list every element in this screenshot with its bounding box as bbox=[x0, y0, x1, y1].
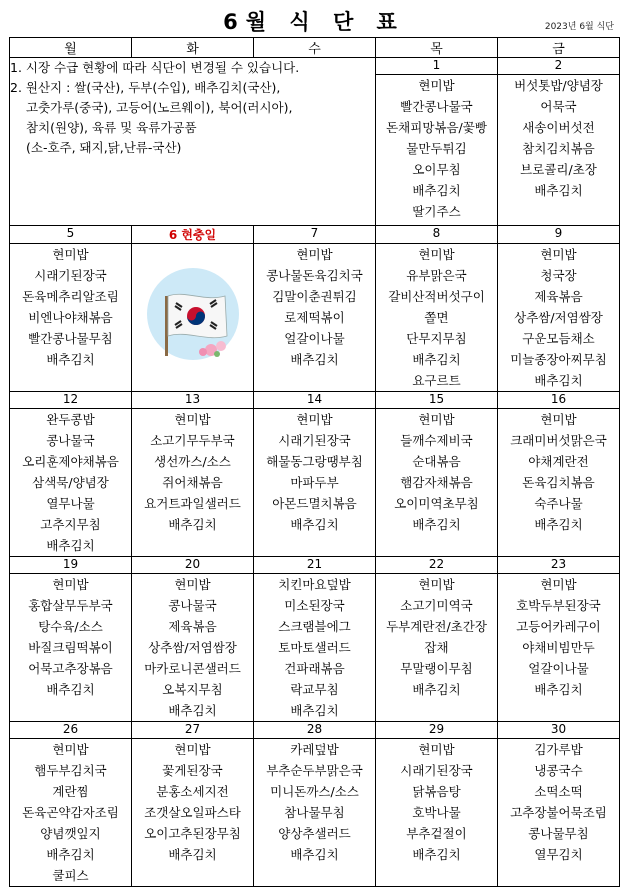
menu-item: 요구르트 bbox=[412, 373, 461, 388]
menu-item: 닭볶음탕 bbox=[412, 784, 461, 799]
menu-item: 어묵국 bbox=[540, 99, 577, 114]
day-number: 22 bbox=[376, 557, 498, 574]
menu-item: 유부맑은국 bbox=[406, 268, 467, 283]
page-title: 6월 식 단 표 bbox=[223, 10, 405, 34]
menu-item: 브로콜리/초장 bbox=[520, 162, 597, 177]
menu-item: 배추김치 bbox=[168, 847, 217, 862]
menu-item: 야채비빔만두 bbox=[522, 640, 595, 655]
menu-item: 호박나물 bbox=[412, 805, 461, 820]
day-number: 20 bbox=[132, 557, 254, 574]
menu-item: 콩나물국 bbox=[168, 598, 217, 613]
day-number: 29 bbox=[376, 722, 498, 739]
menu-item: 현미밥 bbox=[174, 412, 211, 427]
menu-item: 부추겉절이 bbox=[406, 826, 467, 841]
korean-flag-illustration bbox=[145, 266, 241, 362]
menu-item: 삼색묵/양념장 bbox=[32, 475, 109, 490]
weekday-fri: 금 bbox=[498, 38, 620, 58]
menu-item: 현미밥 bbox=[418, 78, 455, 93]
day-menu bbox=[376, 409, 498, 557]
menu-item: 배추김치 bbox=[412, 682, 461, 697]
day-number: 9 bbox=[498, 226, 620, 244]
menu-item: 배추김치 bbox=[46, 352, 95, 367]
menu-item: 오이무침 bbox=[412, 162, 461, 177]
menu-item: 미소된장국 bbox=[284, 598, 345, 613]
menu-item: 탕수육/소스 bbox=[38, 619, 103, 634]
day-menu bbox=[254, 244, 376, 392]
menu-item: 김가루밥 bbox=[534, 742, 583, 757]
menu-item: 고추장불어묵조림 bbox=[510, 805, 607, 820]
menu-item: 상추쌈/저염쌈장 bbox=[514, 310, 603, 325]
menu-item: 현미밥 bbox=[52, 247, 89, 262]
menu-item: 현미밥 bbox=[296, 247, 333, 262]
menu-item: 현미밥 bbox=[418, 577, 455, 592]
menu-item: 빨간콩나물국 bbox=[400, 99, 473, 114]
menu-item: 콩나물돈육김치국 bbox=[266, 268, 363, 283]
day-menu bbox=[254, 739, 376, 887]
menu-item: 배추김치 bbox=[168, 703, 217, 718]
menu-item: 냉콩국수 bbox=[534, 763, 583, 778]
day-menu bbox=[132, 244, 254, 392]
menu-item: 토마토샐러드 bbox=[278, 640, 351, 655]
menu-item: 현미밥 bbox=[52, 577, 89, 592]
date-row bbox=[10, 392, 620, 409]
day-menu bbox=[10, 574, 132, 722]
menu-item: 양념깻잎지 bbox=[40, 826, 101, 841]
menu-item: 요거트과일샐러드 bbox=[144, 496, 241, 511]
menu-item: 열무김치 bbox=[534, 847, 583, 862]
menu-row bbox=[10, 409, 620, 557]
menu-item: 순대볶음 bbox=[412, 454, 461, 469]
menu-item: 고추지무침 bbox=[40, 517, 101, 532]
day-number: 27 bbox=[132, 722, 254, 739]
menu-item: 구운모듬채소 bbox=[522, 331, 595, 346]
menu-item: 마카로니콘샐러드 bbox=[144, 661, 241, 676]
menu-item: 시래기된장국 bbox=[278, 433, 351, 448]
menu-item: 오복지무침 bbox=[162, 682, 223, 697]
day-menu bbox=[376, 739, 498, 887]
day-menu bbox=[10, 739, 132, 887]
holiday-image bbox=[132, 244, 253, 384]
menu-item: 오리훈제야채볶음 bbox=[22, 454, 119, 469]
menu-item: 어묵고추장볶음 bbox=[28, 661, 113, 676]
weekday-thu: 목 bbox=[376, 38, 498, 58]
notice-line: 참치(원양), 육류 및 육류가공품 bbox=[26, 120, 197, 135]
day-number: 23 bbox=[498, 557, 620, 574]
menu-item: 돈육김치볶음 bbox=[522, 475, 595, 490]
notice-line: 1. 시장 수급 현황에 따라 식단이 변경될 수 있습니다. bbox=[10, 60, 300, 75]
menu-item: 현미밥 bbox=[418, 412, 455, 427]
menu-item: 호박두부된장국 bbox=[516, 598, 601, 613]
weekday-mon: 월 bbox=[10, 38, 132, 58]
day-number: 1 bbox=[376, 58, 498, 75]
menu-item: 양상추샐러드 bbox=[278, 826, 351, 841]
day-number: 13 bbox=[132, 392, 254, 409]
day-menu bbox=[498, 75, 620, 226]
menu-item: 비엔나야채볶음 bbox=[28, 310, 113, 325]
day-menu bbox=[498, 244, 620, 392]
menu-item: 바질크림떡볶이 bbox=[28, 640, 113, 655]
menu-item: 얼갈이나물 bbox=[528, 661, 589, 676]
day-number: 21 bbox=[254, 557, 376, 574]
menu-item: 배추김치 bbox=[412, 352, 461, 367]
menu-item: 돈채피망볶음/꽃빵 bbox=[386, 120, 487, 135]
menu-item: 제육볶음 bbox=[534, 289, 583, 304]
menu-item: 얼갈이나물 bbox=[284, 331, 345, 346]
menu-item: 두부계란전/초간장 bbox=[386, 619, 487, 634]
menu-item: 빨간콩나물무침 bbox=[28, 331, 113, 346]
menu-item: 현미밥 bbox=[174, 742, 211, 757]
menu-item: 꽃게된장국 bbox=[162, 763, 223, 778]
menu-item: 청국장 bbox=[540, 268, 577, 283]
day-menu bbox=[498, 739, 620, 887]
menu-item: 배추김치 bbox=[534, 373, 583, 388]
day-menu bbox=[254, 409, 376, 557]
day-number: 19 bbox=[10, 557, 132, 574]
day-number: 8 bbox=[376, 226, 498, 244]
menu-item: 야채계란전 bbox=[528, 454, 589, 469]
menu-item: 쿨피스 bbox=[52, 868, 89, 883]
date-row bbox=[10, 226, 620, 244]
menu-item: 고등어카레구이 bbox=[516, 619, 601, 634]
day-menu bbox=[10, 409, 132, 557]
menu-item: 돈육곤약감자조림 bbox=[22, 805, 119, 820]
menu-item: 아몬드멸치볶음 bbox=[272, 496, 357, 511]
day-number: 5 bbox=[10, 226, 132, 244]
menu-item: 오이고추된장무침 bbox=[144, 826, 241, 841]
menu-item: 조갯살오일파스타 bbox=[144, 805, 241, 820]
menu-item: 소고기미역국 bbox=[400, 598, 473, 613]
day-number: 16 bbox=[498, 392, 620, 409]
menu-item: 배추김치 bbox=[46, 538, 95, 553]
menu-item: 갈비산적버섯구이 bbox=[388, 289, 485, 304]
menu-item: 현미밥 bbox=[52, 742, 89, 757]
menu-item: 현미밥 bbox=[540, 247, 577, 262]
menu-item: 건파래볶음 bbox=[284, 661, 345, 676]
menu-row bbox=[10, 244, 620, 392]
menu-item: 미니돈까스/소스 bbox=[270, 784, 359, 799]
menu-item: 마파두부 bbox=[290, 475, 339, 490]
menu-item: 현미밥 bbox=[418, 742, 455, 757]
day-menu bbox=[376, 244, 498, 392]
menu-item: 햄감자채볶음 bbox=[400, 475, 473, 490]
day-menu bbox=[376, 75, 498, 226]
menu-item: 소떡소떡 bbox=[534, 784, 583, 799]
menu-item: 배추김치 bbox=[412, 183, 461, 198]
menu-item: 로제떡볶이 bbox=[284, 310, 345, 325]
menu-item: 숙주나물 bbox=[534, 496, 583, 511]
day-menu bbox=[10, 244, 132, 392]
menu-item: 현미밥 bbox=[296, 412, 333, 427]
menu-item: 딸기주스 bbox=[412, 204, 461, 219]
menu-item: 열무나물 bbox=[46, 496, 95, 511]
day-menu bbox=[132, 574, 254, 722]
menu-item: 현미밥 bbox=[174, 577, 211, 592]
menu-item: 현미밥 bbox=[540, 577, 577, 592]
menu-item: 참나물무침 bbox=[284, 805, 345, 820]
day-number: 12 bbox=[10, 392, 132, 409]
day-number: 30 bbox=[498, 722, 620, 739]
day-menu bbox=[254, 574, 376, 722]
menu-item: 현미밥 bbox=[540, 412, 577, 427]
holiday-date: 6 현충일 bbox=[132, 226, 254, 244]
menu-item: 참치김치볶음 bbox=[522, 141, 595, 156]
menu-item: 배추김치 bbox=[290, 847, 339, 862]
date-row bbox=[10, 722, 620, 739]
meal-calendar bbox=[9, 37, 620, 887]
menu-row bbox=[10, 574, 620, 722]
menu-item: 햄두부김치국 bbox=[34, 763, 107, 778]
menu-item: 배추김치 bbox=[534, 517, 583, 532]
menu-item: 배추김치 bbox=[46, 847, 95, 862]
day-menu bbox=[376, 574, 498, 722]
date-row bbox=[10, 557, 620, 574]
day-menu bbox=[132, 739, 254, 887]
menu-item: 김말이춘권튀김 bbox=[272, 289, 357, 304]
menu-item: 크래미버섯맑은국 bbox=[510, 433, 607, 448]
menu-item: 시래기된장국 bbox=[34, 268, 107, 283]
day-number: 14 bbox=[254, 392, 376, 409]
menu-item: 시래기된장국 bbox=[400, 763, 473, 778]
menu-item: 무말랭이무침 bbox=[400, 661, 473, 676]
day-number: 28 bbox=[254, 722, 376, 739]
day-number: 2 bbox=[498, 58, 620, 75]
menu-item: 홍합살무두부국 bbox=[28, 598, 113, 613]
menu-item: 현미밥 bbox=[418, 247, 455, 262]
menu-item: 배추김치 bbox=[290, 703, 339, 718]
menu-item: 들깨수제비국 bbox=[400, 433, 473, 448]
menu-item: 배추김치 bbox=[412, 847, 461, 862]
menu-item: 카레덮밥 bbox=[290, 742, 339, 757]
menu-item: 배추김치 bbox=[168, 517, 217, 532]
menu-item: 미늘종장아찌무침 bbox=[510, 352, 607, 367]
menu-item: 배추김치 bbox=[534, 682, 583, 697]
menu-item: 잡채 bbox=[424, 640, 449, 655]
menu-item: 돈육메추리알조림 bbox=[22, 289, 119, 304]
menu-item: 부추순두부맑은국 bbox=[266, 763, 363, 778]
menu-item: 오이미역초무침 bbox=[394, 496, 479, 511]
menu-item: 소고기무두부국 bbox=[150, 433, 235, 448]
day-menu bbox=[132, 409, 254, 557]
notice-box bbox=[10, 58, 376, 226]
weekday-wed: 수 bbox=[254, 38, 376, 58]
notice-line: (소-호주, 돼지,닭,난류-국산) bbox=[26, 140, 182, 155]
menu-item: 제육볶음 bbox=[168, 619, 217, 634]
menu-item: 버섯톳밥/양념장 bbox=[514, 78, 603, 93]
menu-item: 쥐어채볶음 bbox=[162, 475, 223, 490]
menu-item: 분홍소세지전 bbox=[156, 784, 229, 799]
menu-item: 상추쌈/저염쌈장 bbox=[148, 640, 237, 655]
menu-item: 완두콩밥 bbox=[46, 412, 95, 427]
menu-item: 해물동그랑땡부침 bbox=[266, 454, 363, 469]
menu-item: 쫄면 bbox=[424, 310, 449, 325]
notice-line: 고춧가루(중국), 고등어(노르웨이), 북어(러시아), bbox=[26, 100, 293, 115]
menu-item: 치킨마요덮밥 bbox=[278, 577, 351, 592]
menu-item: 새송이버섯전 bbox=[522, 120, 595, 135]
menu-item: 배추김치 bbox=[46, 682, 95, 697]
weekday-tue: 화 bbox=[132, 38, 254, 58]
menu-row bbox=[10, 739, 620, 887]
notice-line: 2. 원산지 : 쌀(국산), 두부(수입), 배추김치(국산), bbox=[10, 80, 281, 95]
menu-item: 락교무침 bbox=[290, 682, 339, 697]
day-number: 15 bbox=[376, 392, 498, 409]
day-number: 26 bbox=[10, 722, 132, 739]
menu-item: 단무지무침 bbox=[406, 331, 467, 346]
menu-item: 배추김치 bbox=[412, 517, 461, 532]
page-subtitle: 2023년 6월 식단 bbox=[544, 22, 614, 32]
menu-item: 물만두튀김 bbox=[406, 141, 467, 156]
menu-item: 배추김치 bbox=[290, 352, 339, 367]
menu-item: 스크램블에그 bbox=[278, 619, 351, 634]
menu-item: 계란찜 bbox=[52, 784, 89, 799]
menu-item: 배추김치 bbox=[534, 183, 583, 198]
menu-item: 콩나물무침 bbox=[528, 826, 589, 841]
day-number: 7 bbox=[254, 226, 376, 244]
menu-item: 콩나물국 bbox=[46, 433, 95, 448]
date-row bbox=[10, 58, 620, 75]
weekday-header-row bbox=[10, 38, 620, 58]
day-menu bbox=[498, 574, 620, 722]
menu-item: 배추김치 bbox=[290, 517, 339, 532]
menu-item: 생선까스/소스 bbox=[154, 454, 231, 469]
day-menu bbox=[498, 409, 620, 557]
